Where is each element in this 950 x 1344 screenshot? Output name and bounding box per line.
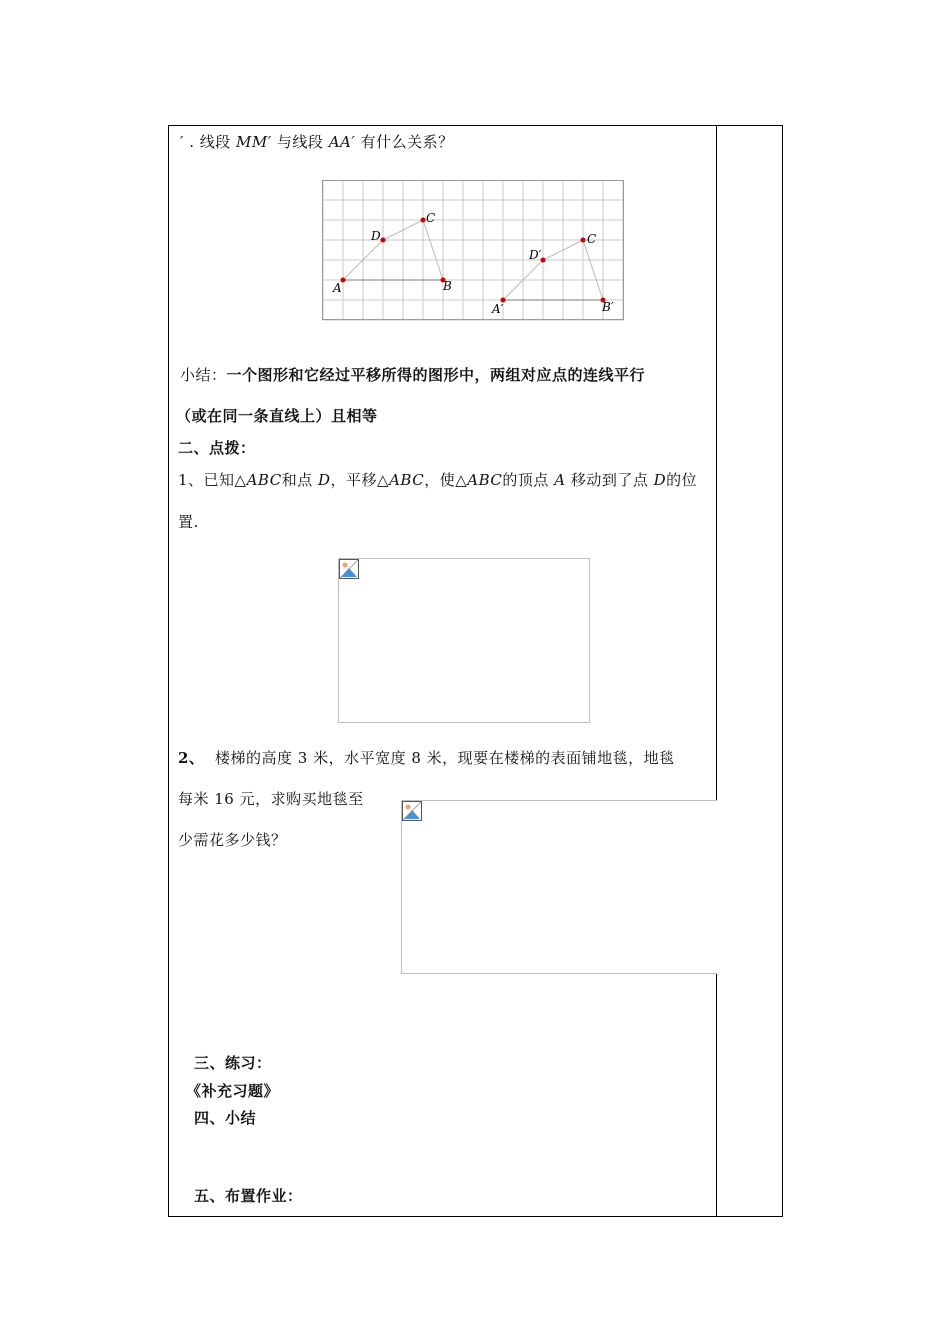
problem-1-text-c: ，平移△ bbox=[330, 471, 390, 489]
point-c-prime bbox=[581, 238, 586, 243]
question-text-3: 有什么关系？ bbox=[360, 133, 454, 151]
problem-1-text-e: 的顶点 bbox=[502, 471, 549, 489]
problem-2-line-2: 每米 16 元，求购买地毯至 bbox=[178, 790, 364, 808]
table-border-bottom bbox=[168, 1216, 783, 1217]
label-d-prime: D′ bbox=[529, 248, 542, 262]
segment-aa: AA′ bbox=[328, 133, 356, 151]
problem-2-number: 2、 bbox=[178, 749, 205, 767]
shape-translated bbox=[503, 240, 603, 300]
label-b-prime: B′ bbox=[602, 300, 614, 314]
prime-mark: ′ bbox=[180, 133, 184, 151]
triangle-abc-1: ABC bbox=[246, 471, 282, 489]
table-border-top bbox=[168, 125, 783, 126]
segment-mm: MM′ bbox=[236, 133, 272, 151]
label-c-prime: C bbox=[587, 232, 597, 246]
triangle-abc-3: ABC bbox=[467, 471, 503, 489]
translation-grid-figure bbox=[322, 180, 625, 321]
problem-1-text-g: 的位 bbox=[666, 471, 698, 489]
summary-line-1 bbox=[180, 364, 645, 385]
point-d-ref-2: D bbox=[653, 471, 667, 489]
point-d bbox=[381, 238, 386, 243]
label-d: D bbox=[371, 229, 381, 243]
problem-1-text-d: ，使△ bbox=[424, 471, 468, 489]
shape-original bbox=[343, 220, 443, 280]
problem-1-line-1 bbox=[178, 469, 697, 490]
point-c bbox=[421, 218, 426, 223]
section-2-title: 二、点拨： bbox=[178, 439, 256, 457]
section-3-title: 三、练习： bbox=[194, 1054, 272, 1072]
summary-label: 小结： bbox=[180, 366, 227, 384]
problem-2-line-3: 少需花多少钱？ bbox=[178, 831, 287, 849]
question-text-1: . 线段 bbox=[189, 133, 231, 151]
summary-line-2: （或在同一条直线上）且相等 bbox=[176, 407, 378, 425]
label-a: A bbox=[333, 281, 342, 295]
triangle-abc-2: ABC bbox=[389, 471, 425, 489]
problem-2-image bbox=[401, 800, 717, 974]
problem-2-line-1 bbox=[178, 747, 675, 768]
section-5-title: 五、布置作业： bbox=[194, 1187, 303, 1205]
label-c: C bbox=[426, 211, 436, 225]
label-a-prime: A′ bbox=[492, 302, 504, 316]
problem-1-text-f: 移动到了点 bbox=[570, 471, 649, 489]
problem-1-line-2: 置. bbox=[178, 513, 199, 531]
label-b: B bbox=[443, 279, 452, 293]
table-column-divider bbox=[716, 125, 717, 1217]
broken-image-icon bbox=[402, 801, 422, 821]
point-d-ref-1: D bbox=[318, 471, 331, 489]
problem-1-text-b: 和点 bbox=[281, 471, 313, 489]
broken-image-icon bbox=[339, 559, 359, 579]
section-4-title: 四、小结 bbox=[194, 1109, 257, 1127]
summary-text-1: 一个图形和它经过平移所得的图形中，两组对应点的连线平行 bbox=[226, 366, 646, 384]
problem-1-image bbox=[338, 558, 590, 723]
problem-1-text-a: 1、已知△ bbox=[178, 471, 247, 489]
question-line bbox=[180, 131, 454, 152]
question-text-2: 与线段 bbox=[276, 133, 324, 151]
problem-2-text-1: 楼梯的高度 3 米，水平宽度 8 米，现要在楼梯的表面铺地毯，地毯 bbox=[214, 749, 675, 767]
vertex-a-ref: A bbox=[554, 471, 566, 489]
section-3-sub: 《补充习题》 bbox=[186, 1082, 280, 1100]
table-border-right bbox=[782, 125, 783, 1217]
table-border-left bbox=[168, 125, 169, 1217]
